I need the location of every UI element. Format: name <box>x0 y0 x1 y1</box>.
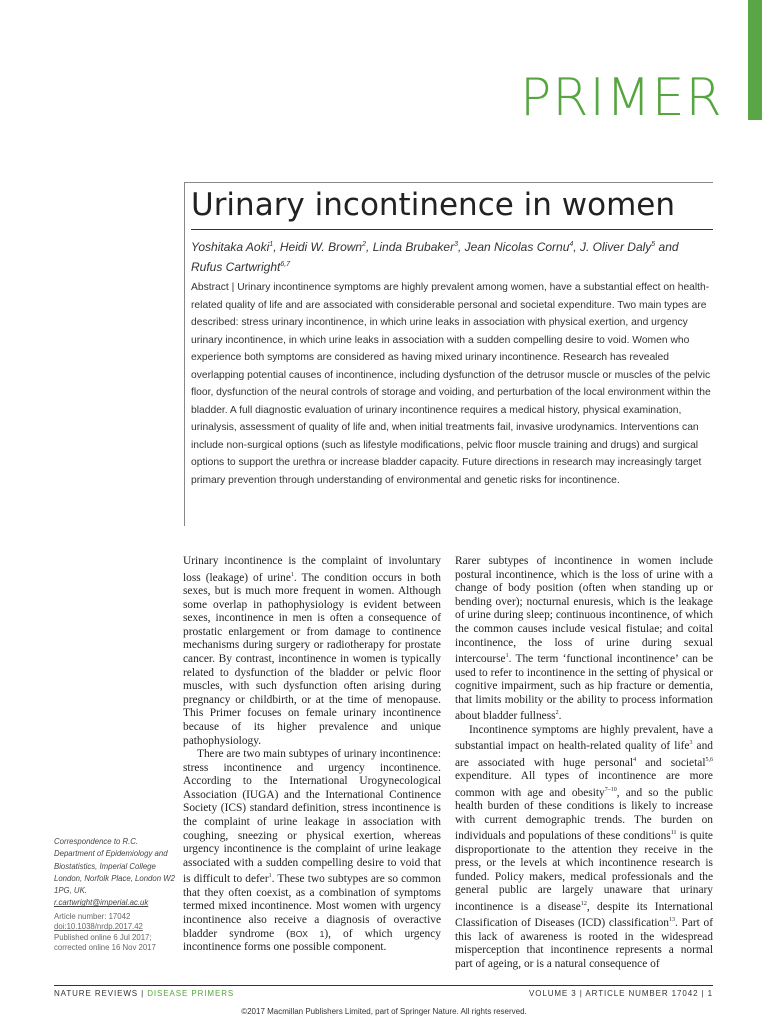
doi-link[interactable]: doi:10.1038/nrdp.2017.42 <box>54 922 143 932</box>
body-paragraph: Rarer subtypes of incontinence in women include postural incontinence, which is the loss of urine with a change of body position (often when standing up or bending over); nocturnal enuresis, which is the leakage of urine during sleep; continuous incontinence, of which the common causes include vesical fistulae; and coital incontinence, the loss of urine during sexual intercourse$^1$. The term ‘functional incontinence’ can be used to refer to incontinence in the setting of physical or cognitive impairment, such as hip fracture or dementia, that limits mobility or the ability to process information about bladder fullness$^2$. <box>455 555 713 723</box>
copyright-notice: ©2017 Macmillan Publishers Limited, part of Springer Nature. All rights reserved. <box>241 1007 527 1016</box>
section-label: PRIMER <box>520 68 723 128</box>
citation-ref[interactable]: 12 <box>580 901 587 908</box>
footer-rule <box>54 985 713 986</box>
title-box-left-rule <box>184 182 185 526</box>
abstract-text: Urinary incontinence symptoms are highly prevalent among women, have a substantial effect on health-related quality of life and are associated with considerable personal and societal expenditure. Two main types are described: stress urinary incontinence, in which urine leaks in association with physical exertion, and urgency urinary incontinence, in which urine leaks in association with a sudden compelling desire to void. Women who experience both symptoms are considered as having mixed urinary incontinence. Research has revealed overlapping potential causes of incontinence, including dysfunction of the detrusor muscle or muscles of the pelvic floor, dysfunction of the neural controls of storage and voiding, and perturbation of the local environment within the bladder. A full diagnostic evaluation of urinary incontinence requires a medical history, physical examination, urinalysis, assessment of quality of life and, when initial treatments fail, invasive urodynamics. Interventions can include non-surgical options (such as lifestyle modifications, pelvic floor muscle training and drugs) and surgical options to support the urethra or increase bladder capacity. Future directions in research may increasingly target primary prevention through understanding of environmental and genetic risks for incontinence. <box>191 282 711 486</box>
author-name: Jean Nicolas Cornu <box>464 240 570 254</box>
author-name: Yoshitaka Aoki <box>191 240 270 254</box>
body-column-right <box>455 555 713 972</box>
citation-ref[interactable]: 5,6 <box>705 756 713 763</box>
author-list: Yoshitaka Aoki$^1$, Heidi W. Brown$^2$, Linda Brubaker$^3$, Jean Nicolas Cornu$^4$, J. Oliver Daly$^5$ and Rufus Cartwright$^{6,7}$ <box>191 240 679 274</box>
journal-series: DISEASE PRIMERS <box>147 989 235 998</box>
correspondence-email-link[interactable]: r.cartwright@imperial.ac.uk <box>54 898 149 908</box>
author-name: J. Oliver Daly <box>579 240 652 254</box>
citation-ref[interactable]: 4 <box>633 756 637 763</box>
citation-ref[interactable]: 1 <box>505 653 509 660</box>
author-name: Linda Brubaker <box>372 240 455 254</box>
body-paragraph: Incontinence symptoms are highly prevalent, have a substantial impact on health-related quality of life$^3$ and are associated with huge personal$^4$ and societal$^{5,6}$ expenditure. All types of incontinence are more common with age and obesity$^{7-10}$, and so the public health burden of these conditions is likely to increase with current demographic trends. The burden on individuals and populations of these conditions$^{11}$ is quite disproportionate to the attention they receive in the press, or the levels at which incontinence research is funded. Policy makers, medical professionals and the general public are largely unaware that urinary incontinence is a disease$^{12}$, despite its International Classification of Diseases (ICD) classification$^{13}$. Part of this lack of awareness is rooted in the widespread misperception that incontinence represents a normal part of ageing, or is a natural consequence of <box>455 723 714 970</box>
corrected-date: corrected online 16 Nov 2017 <box>54 943 156 953</box>
correspondence-note <box>54 836 176 910</box>
title-box-top-rule <box>185 182 713 183</box>
citation-ref[interactable]: 11 <box>670 830 677 837</box>
footer-volume-info: VOLUME 3 | ARTICLE NUMBER 17042 | 1 <box>528 989 713 998</box>
citation-ref[interactable]: 7–10 <box>604 786 617 793</box>
citation-ref[interactable]: 1 <box>290 571 294 578</box>
abstract <box>191 279 711 489</box>
citation-ref[interactable]: 1 <box>268 873 272 880</box>
article-meta <box>54 912 176 954</box>
title-underline <box>191 229 713 230</box>
abstract-separator: | <box>228 282 238 293</box>
accent-bar <box>748 0 762 120</box>
citation-ref[interactable]: 3 <box>689 740 693 747</box>
citation-ref[interactable]: 2 <box>555 710 559 717</box>
body-paragraph: Urinary incontinence is the complaint of involuntary loss (leakage) of urine$^1$. The condition occurs in both sexes, but is much more frequent in women. Although some overlap in pathophysiology is evident between sexes, incontinence in men is often a consequence of prostatic enlargement or from damage to continence mechanisms during surgery or radiotherapy for prostate cancer. By contrast, incontinence in women is typically related to dysfunction of the bladder or pelvic floor muscles, with such dysfunction often arising during pregnancy or childbirth, or at the time of menopause. This Primer focuses on female urinary incontinence because of its higher prevalence and unique pathophysiology. <box>183 555 441 747</box>
box-ref[interactable]: BOX 1 <box>290 928 325 939</box>
author-affiliation: 3 <box>454 241 458 248</box>
article-number: Article number: 17042 <box>54 912 131 921</box>
footer-journal <box>54 989 234 998</box>
author-affiliation: 2 <box>362 241 367 248</box>
published-date: Published online 6 Jul 2017; <box>54 932 152 942</box>
body-column-left <box>183 555 441 955</box>
body-paragraph: There are two main subtypes of urinary incontinence: stress incontinence and urgency incontinence. According to the International Urogynecological Association (IUGA) and the International Continence Society (ICS) standard definition, stress incontinence is the complaint of urine leakage in association with coughing, sneezing or physical exertion, whereas urgency incontinence is the complaint of urine leakage associated with a sudden compelling desire to void that is difficult to defer$^1$. These two subtypes are so common that they often coexist, as a combination of symptoms termed mixed incontinence. Most women with urgency incontinence also receive a diagnosis of overactive bladder syndrome (BOX 1), of which urgency incontinence forms one possible component. <box>183 748 441 954</box>
author-affiliation: 6,7 <box>280 261 291 268</box>
author-name: Heidi W. Brown <box>279 240 363 254</box>
journal-name: NATURE REVIEWS <box>54 989 139 998</box>
author-affiliation: 4 <box>569 241 574 248</box>
footer-separator: | <box>138 989 148 998</box>
citation-ref[interactable]: 13 <box>668 917 675 924</box>
author-name: Rufus Cartwright <box>191 260 281 274</box>
author-affiliation: 1 <box>269 241 274 248</box>
correspondence-text: Correspondence to R.C. Department of Epidemiology and Biostatistics, Imperial College London, Norfolk Place, London W2 1PG, UK. <box>54 837 175 896</box>
author-affiliation: 5 <box>651 241 656 248</box>
abstract-label: Abstract <box>191 282 229 293</box>
article-title: Urinary incontinence in women <box>191 187 676 223</box>
